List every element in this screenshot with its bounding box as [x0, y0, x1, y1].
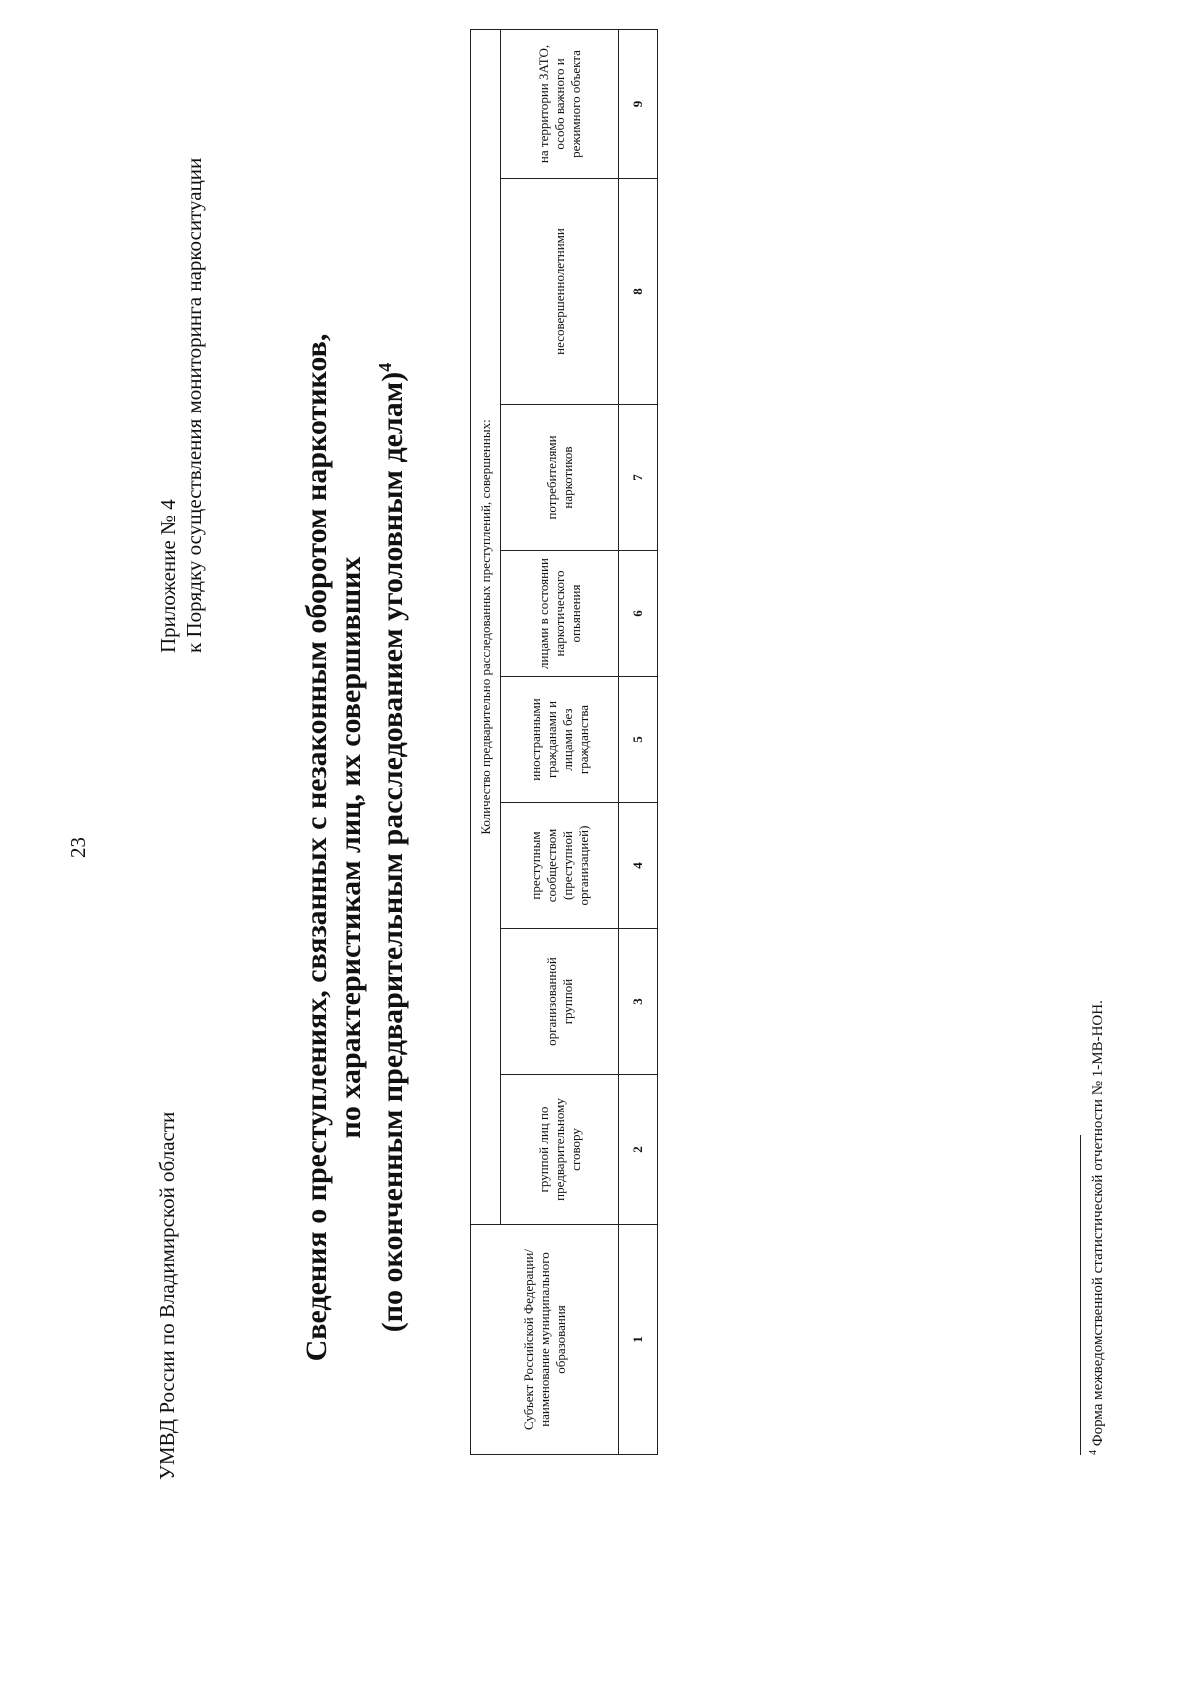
appendix-line-1: Приложение № 4: [156, 499, 180, 653]
organization-name: УМВД России по Владимирской области: [155, 1111, 179, 1480]
table-col-header-4: преступным сообществом (преступной организацией): [501, 803, 619, 929]
table-col-header-7: потребителями наркотиков: [501, 405, 619, 551]
table-header-row: [471, 29, 501, 1454]
title-footnote-mark: 4: [375, 362, 395, 372]
title-line-3-text: (по оконченным предварительным расследованием уголовным делам): [376, 371, 409, 1333]
title-line-1: Сведения о преступлениях, связанных с незаконным оборотом наркотиков,: [300, 333, 333, 1362]
table-cell: 3: [619, 929, 658, 1075]
table-cell: 7: [619, 405, 658, 551]
table-cell: 6: [619, 551, 658, 677]
table-cell: 4: [619, 803, 658, 929]
footnote-mark: 4: [1088, 1450, 1099, 1455]
table-number-row: [619, 29, 658, 1454]
table-cell: 8: [619, 179, 658, 405]
title-line-2: по характеристикам лиц, их совершивших: [334, 556, 367, 1139]
table-cell: 1: [619, 1225, 658, 1455]
footnote: [1088, 1000, 1107, 1455]
title-line-3: [368, 0, 410, 1695]
table-col-header-9: на территории ЗАТО, особо важного и режимного объекта: [501, 29, 619, 178]
table-col-header-8: несовершеннолетними: [501, 179, 619, 405]
page-number: 23: [66, 837, 90, 858]
table-col-header-6: лицами в состоянии наркотического опьянения: [501, 551, 619, 677]
table-col-header-1: Субъект Российской Федерации/ наименование муниципального образования: [471, 1225, 619, 1455]
footnote-text: Форма межведомственной статистической отчетности № 1-МВ-НОН.: [1090, 1000, 1106, 1450]
table-cell: 9: [619, 29, 658, 178]
appendix-header: [155, 158, 207, 653]
table-cell: 2: [619, 1075, 658, 1225]
table-group-header: Количество предварительно расследованных преступлений, совершенных:: [471, 29, 501, 1224]
table-col-header-3: организованной группой: [501, 929, 619, 1075]
table-col-header-2: группой лиц по предварительному сговору: [501, 1075, 619, 1225]
table-cell: 5: [619, 677, 658, 803]
document-title: [300, 0, 410, 1695]
footnote-divider: [1080, 1135, 1081, 1455]
table-col-header-5: иностранными гражданами и лицами без гражданства: [501, 677, 619, 803]
appendix-line-2: к Порядку осуществления мониторинга наркоситуации: [182, 157, 206, 653]
report-table: [470, 29, 658, 1455]
